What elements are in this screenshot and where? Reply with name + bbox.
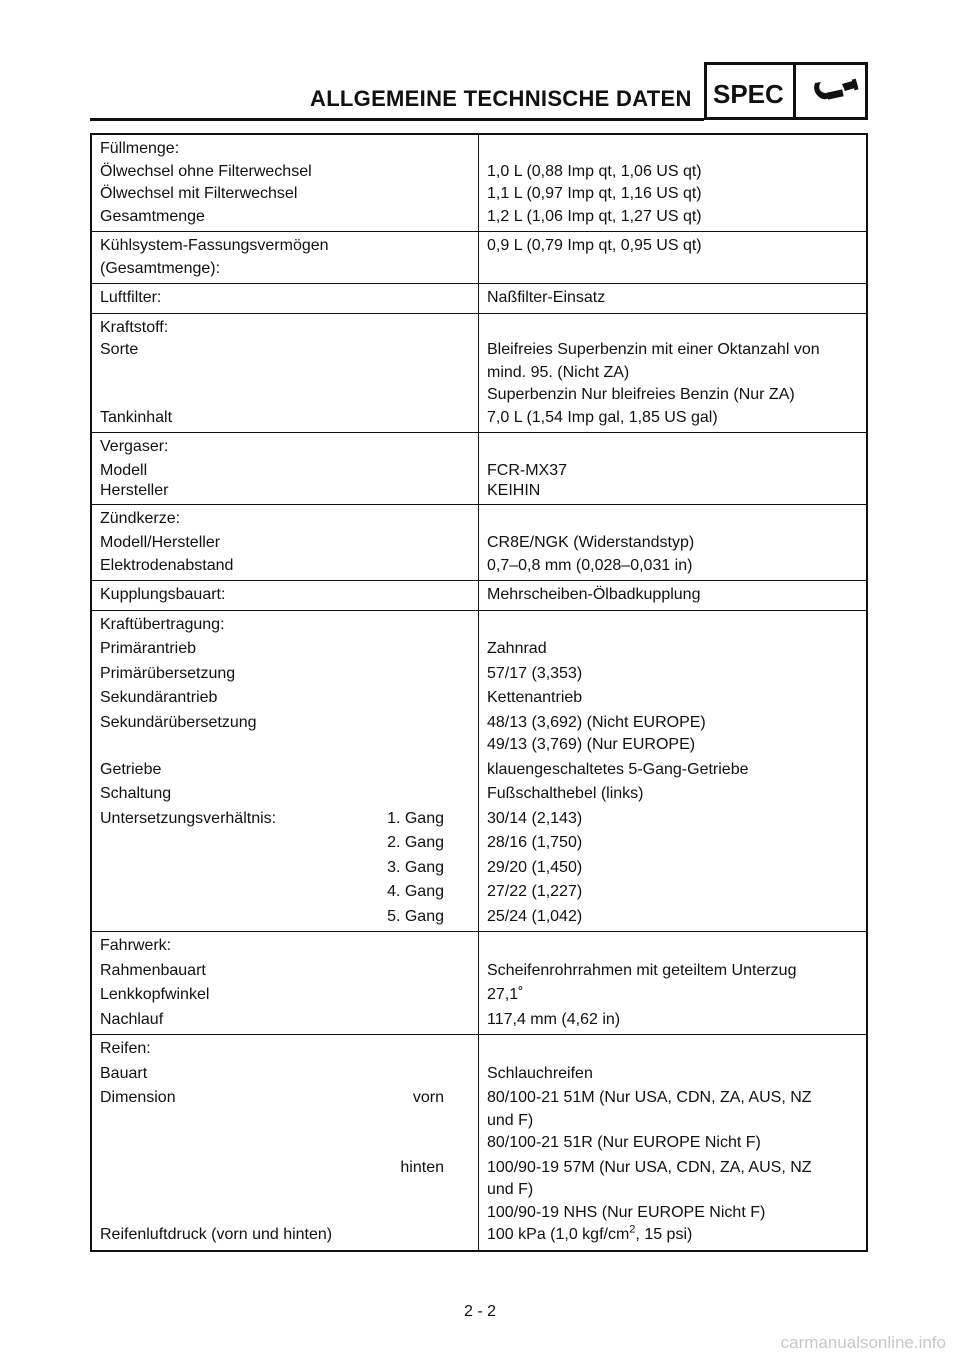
section-zuendkerze <box>91 504 867 581</box>
section-kuehlsystem <box>91 232 867 284</box>
spec-value: Superbenzin Nur bleifreies Benzin (Nur ZA) <box>487 386 795 403</box>
spec-label: Sekundärantrieb <box>91 685 479 710</box>
spec-label: Gesamtmenge <box>91 206 479 232</box>
spec-value: 100/90-19 57M (Nur USA, CDN, ZA, AUS, NZ <box>487 1158 812 1176</box>
watermark: carmanualsonline.info <box>780 1333 946 1352</box>
spec-value: und F) <box>487 1181 534 1198</box>
section-kraftstoff <box>91 313 867 433</box>
spec-label: Primärantrieb <box>91 636 479 661</box>
spec-value: mind. 95. (Nicht ZA) <box>487 363 630 381</box>
superscript: 2 <box>629 1223 636 1236</box>
spec-value: und F) <box>487 1111 534 1129</box>
section-heading-cont: (Gesamtmenge): <box>100 259 221 277</box>
spec-value: 28/16 (1,750) <box>487 834 583 851</box>
gear-label: 3. Gang <box>387 858 444 876</box>
spec-value: 80/100-21 51R (Nur EUROPE Nicht F) <box>487 1134 761 1151</box>
section-fuellmenge <box>91 134 867 232</box>
spec-label: Ölwechsel mit Filterwechsel <box>91 183 479 206</box>
section-heading: Fahrwerk: <box>91 932 479 958</box>
section-heading: Kupplungsbauart: <box>91 581 479 611</box>
spec-value: 100/90-19 NHS (Nur EUROPE Nicht F) <box>487 1203 766 1221</box>
spec-value: 7,0 L (1,54 Imp gal, 1,85 US gal) <box>487 408 718 426</box>
section-heading: Zündkerze: <box>91 504 479 530</box>
spanner-icon <box>809 77 861 112</box>
gear-label: 4. Gang <box>387 883 444 900</box>
section-kupplung <box>91 581 867 611</box>
spec-value: 27,1˚ <box>487 986 524 1003</box>
spec-value-part: , 15 psi) <box>635 1226 693 1243</box>
spec-table <box>90 133 868 1252</box>
spec-value: 27/22 (1,227) <box>487 883 583 900</box>
spec-label: Nachlauf <box>91 1007 479 1035</box>
spec-value: KEIHIN <box>487 481 541 499</box>
section-luftfilter <box>91 284 867 314</box>
spec-value: 30/14 (2,143) <box>487 809 583 827</box>
spec-value: Bleifreies Superbenzin mit einer Oktanzahl von <box>487 341 820 358</box>
spec-value: Scheifenrohrrahmen mit geteiltem Unterzug <box>487 961 797 979</box>
spec-value: klauengeschaltetes 5-Gang-Getriebe <box>487 760 749 778</box>
spec-value: Zahnrad <box>487 640 547 657</box>
page-number: 2 - 2 <box>463 1303 496 1320</box>
header-rule <box>90 118 704 121</box>
spec-value: Schlauchreifen <box>487 1064 593 1082</box>
spec-label: Elektrodenabstand <box>91 555 479 581</box>
spec-value-part: 100 kPa (1,0 kgf/cm <box>487 1226 630 1243</box>
spec-label: Sorte <box>91 339 479 407</box>
spec-value: 80/100-21 51M (Nur USA, CDN, ZA, AUS, NZ <box>487 1089 812 1106</box>
spec-value: 29/20 (1,450) <box>487 858 583 876</box>
section-heading: Reifen: <box>91 1035 479 1061</box>
spec-value: Naßfilter-Einsatz <box>479 284 868 314</box>
gear-label: 5. Gang <box>387 907 444 925</box>
spec-value: 48/13 (3,692) (Nicht EUROPE) <box>487 713 706 731</box>
spec-value: FCR-MX37 <box>487 461 568 479</box>
spec-label: Lenkkopfwinkel <box>91 982 479 1007</box>
spec-value: 25/24 (1,042) <box>487 907 583 925</box>
section-heading: Vergaser: <box>91 433 479 459</box>
spec-value: 1,1 L (0,97 Imp qt, 1,16 US qt) <box>487 185 702 202</box>
spec-value: 0,9 L (0,79 Imp qt, 0,95 US qt) <box>479 232 868 284</box>
spec-label: Ölwechsel ohne Filterwechsel <box>91 161 479 184</box>
spec-value: 117,4 mm (4,62 in) <box>487 1010 621 1028</box>
spec-value <box>479 1224 868 1251</box>
spec-label: Modell <box>91 459 479 481</box>
tire-position-label: hinten <box>400 1158 444 1176</box>
section-heading: Kühlsystem-Fassungsvermögen <box>100 237 329 254</box>
section-vergaser <box>91 433 867 505</box>
spec-label: Untersetzungsverhältnis: <box>100 809 277 827</box>
section-heading: Kraftstoff: <box>91 313 479 339</box>
spec-label: SPEC <box>713 79 784 109</box>
section-kraftuebertragung <box>91 610 867 932</box>
spec-value: Kettenantrieb <box>487 689 583 706</box>
gear-label: 1. Gang <box>387 809 444 827</box>
spec-divider <box>793 65 796 117</box>
spec-label: Rahmenbauart <box>91 958 479 983</box>
spec-label: Bauart <box>91 1061 479 1086</box>
spec-value: 1,0 L (0,88 Imp qt, 1,06 US qt) <box>487 162 702 180</box>
spec-label: Hersteller <box>91 481 479 505</box>
gear-label: 2. Gang <box>387 834 444 851</box>
spec-value: Mehrscheiben-Ölbadkupplung <box>479 581 868 611</box>
spec-badge <box>704 62 868 120</box>
spec-value: 0,7–0,8 mm (0,028–0,031 in) <box>487 556 693 574</box>
section-heading: Füllmenge: <box>91 134 479 161</box>
spec-value: Fußschalthebel (links) <box>487 785 644 802</box>
page-title: ALLGEMEINE TECHNISCHE DATEN <box>310 86 692 111</box>
section-heading: Luftfilter: <box>91 284 479 314</box>
spec-value: CR8E/NGK (Widerstandstyp) <box>487 534 695 551</box>
spec-label: Sekundärübersetzung <box>91 710 479 757</box>
section-heading: Kraftübertragung: <box>91 610 479 636</box>
section-reifen <box>91 1035 867 1251</box>
spec-label: Reifenluftdruck (vorn und hinten) <box>91 1224 479 1251</box>
spec-value: 57/17 (3,353) <box>487 664 583 682</box>
spec-label: Modell/Hersteller <box>91 530 479 555</box>
spec-label: Primärübersetzung <box>91 661 479 686</box>
tire-position-label: vorn <box>412 1089 444 1106</box>
spec-value: 49/13 (3,769) (Nur EUROPE) <box>487 736 696 753</box>
spec-label: Getriebe <box>91 757 479 782</box>
spec-label: Tankinhalt <box>91 407 479 433</box>
spec-label: Schaltung <box>91 781 479 806</box>
section-fahrwerk <box>91 932 867 1035</box>
spec-label: Dimension <box>100 1089 176 1106</box>
spec-value: 1,2 L (1,06 Imp qt, 1,27 US qt) <box>487 207 702 225</box>
